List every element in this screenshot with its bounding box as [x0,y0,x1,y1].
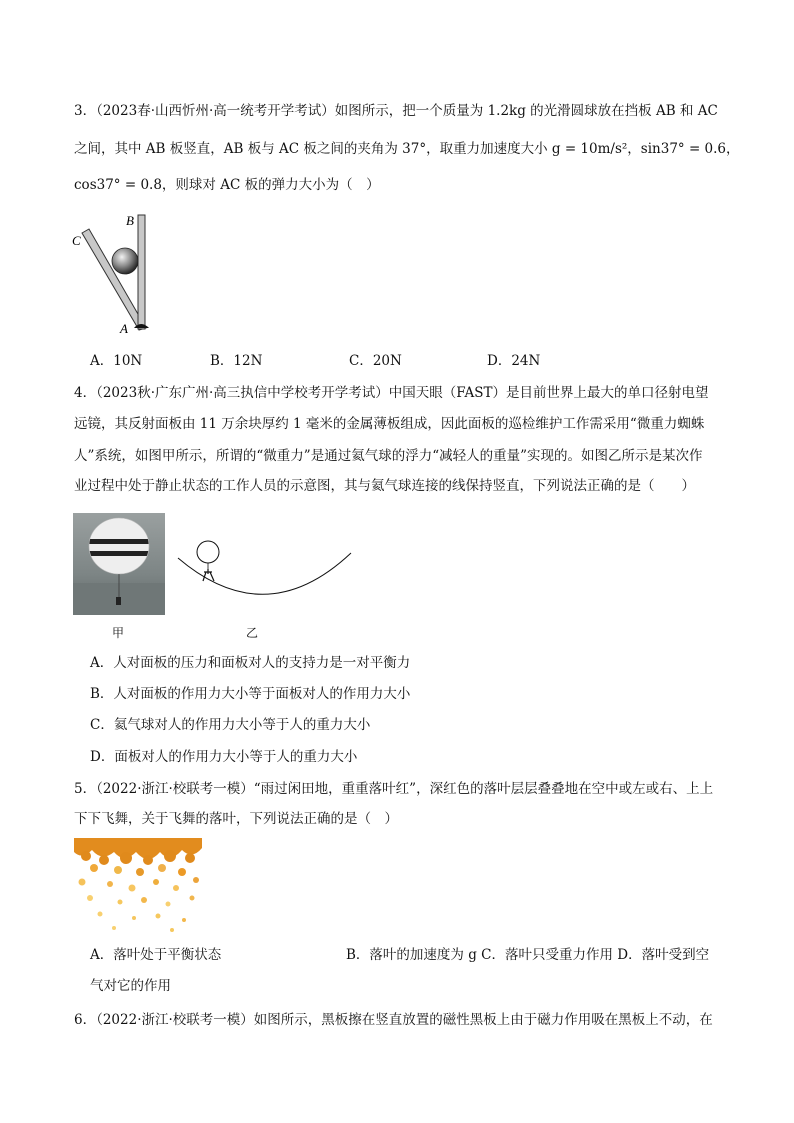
q5-line-1: 5．（2022·浙江·校联考一模）“雨过闲田地，重重落叶红”，深红色的落叶层层叠叠地在空中或左或右、上上 [74,781,714,797]
q3-figure [70,205,160,335]
q4-figure-diagram [176,538,356,598]
q5-options-bcd[interactable]: B．落叶的加速度为 g C．落叶只受重力作用 D．落叶受到空 [346,947,710,963]
q5-option-d-continued[interactable]: 气对它的作用 [90,978,171,994]
q4-option-d[interactable]: D．面板对人的作用力大小等于人的重力大小 [90,749,358,765]
q3-line-2: 之间，其中 AB 板竖直，AB 板与 AC 板之间的夹角为 37°，取重力加速度大小 g = 10m/s²，sin37° = 0.6， [74,141,740,157]
q4-option-c[interactable]: C．氦气球对人的作用力大小等于人的重力大小 [90,717,371,733]
q5-option-a[interactable]: A．落叶处于平衡状态 [90,947,222,963]
q6-line-1: 6．（2022·浙江·校联考一模）如图所示，黑板擦在竖直放置的磁性黑板上由于磁力作用吸在黑板上不动，在 [74,1012,713,1028]
q4-line-4: 业过程中处于静止状态的工作人员的示意图，其与氦气球连接的线保持竖直，下列说法正确的是（ ） [74,478,695,494]
q3-option-d[interactable]: D．24N [487,353,541,369]
q4-line-1: 4．（2023秋·广东广州·高三执信中学校考开学考试）中国天眼（FAST）是目前世界上最大的单口径射电望 [74,385,709,401]
caption-jia: 甲 [112,626,125,640]
ball [112,248,138,274]
q5-line-2: 下下飞舞，关于飞舞的落叶，下列说法正确的是（ ） [74,811,398,827]
q4-option-a[interactable]: A．人对面板的压力和面板对人的支持力是一对平衡力 [90,655,411,671]
q3-option-a[interactable]: A．10N [90,353,143,369]
q3-line-1: 3．（2023春·山西忻州·高一统考开学考试）如图所示，把一个质量为 1.2kg 的光滑圆球放在挡板 AB 和 AC [74,103,718,119]
label-a: A [120,321,128,336]
caption-yi: 乙 [246,626,259,640]
q3-option-b[interactable]: B．12N [210,353,263,369]
q5-figure-leaves [74,838,202,934]
board-ab [138,215,145,329]
q4-figure-photo [73,513,165,615]
balloon-circle [197,541,219,563]
label-c: C [72,233,81,248]
q4-line-3: 人”系统，如图甲所示，所谓的“微重力”是通过氦气球的浮力“减轻人的重量”实现的。如图乙所示是某次作 [74,448,703,464]
board-ac [82,229,146,330]
worker-figure [116,597,121,605]
q3-option-c[interactable]: C．20N [349,353,402,369]
q4-option-b[interactable]: B．人对面板的作用力大小等于面板对人的作用力大小 [90,686,411,702]
q4-line-2: 远镜，其反射面板由 11 万余块厚约 1 毫米的金属薄板组成，因此面板的巡检维护工作需采用“微重力蜘蛛 [74,416,705,432]
q3-line-3: cos37° = 0.8，则球对 AC 板的弹力大小为（ ） [74,177,380,193]
label-b: B [126,213,134,228]
